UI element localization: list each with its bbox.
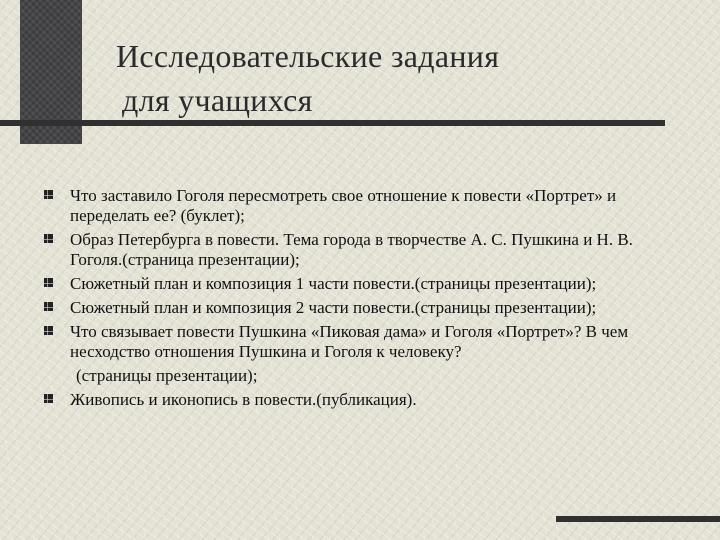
task-list	[44, 186, 684, 414]
square-bullet-icon	[44, 234, 53, 243]
square-bullet-icon	[44, 394, 53, 403]
list-item-text: Образ Петербурга в повести. Тема города в творчестве А. С. Пушкина и Н. В. Гоголя.(страница презентации);	[70, 230, 633, 269]
square-bullet-icon	[44, 278, 53, 287]
slide-title	[116, 34, 676, 122]
list-item-text: Живопись и иконопись в повести.(публикация).	[70, 390, 417, 409]
list-item-continuation: (страницы презентации);	[76, 366, 258, 385]
list-item	[44, 298, 684, 318]
square-bullet-icon	[44, 190, 53, 199]
list-item	[44, 390, 684, 410]
list-item	[44, 230, 684, 270]
list-item	[44, 186, 684, 226]
list-item-text: Что заставило Гоголя пересмотреть свое отношение к повести «Портрет» и переделать ее? (буклет);	[70, 186, 617, 225]
slide-title-line-1: Исследовательские задания	[116, 38, 500, 74]
list-item	[44, 274, 684, 294]
square-bullet-icon	[44, 326, 53, 335]
slide-title-line-2: для учащихся	[122, 82, 313, 118]
list-item-text: Что связывает повести Пушкина «Пиковая дама» и Гоголя «Портрет»? В чем несходство отношения Пушкина и Гоголя к человеку?	[70, 322, 629, 361]
list-item	[44, 322, 684, 386]
list-item-text: Сюжетный план и композиция 2 части повести.(страницы презентации);	[70, 298, 597, 317]
square-bullet-icon	[44, 302, 53, 311]
bottom-divider-line	[556, 516, 720, 522]
list-item-text: Сюжетный план и композиция 1 части повести.(страницы презентации);	[70, 274, 597, 293]
